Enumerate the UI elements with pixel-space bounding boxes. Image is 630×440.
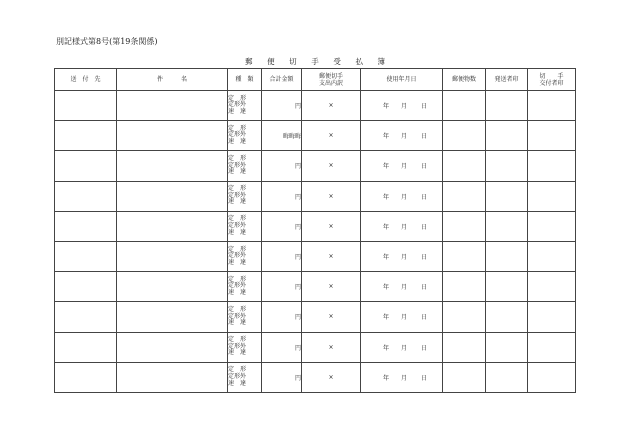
type-cell: [228, 91, 262, 121]
multiply-sign: ×: [328, 313, 334, 321]
type-option: 定形外: [228, 372, 247, 380]
multiply-sign: ×: [328, 102, 334, 110]
stamp-usage-cell[interactable]: [302, 272, 361, 302]
usage-date-cell[interactable]: [361, 151, 443, 181]
table-row: [55, 91, 576, 121]
year-label: 年: [383, 344, 390, 352]
issuer-seal-cell[interactable]: [528, 272, 576, 302]
mail-count-cell[interactable]: [443, 362, 486, 392]
type-option: 定 形: [228, 336, 247, 344]
total-amount-cell[interactable]: [262, 302, 302, 332]
type-cell: [228, 181, 262, 211]
sender-cell[interactable]: [55, 332, 117, 362]
mail-count-cell[interactable]: [443, 241, 486, 271]
usage-date-cell[interactable]: [361, 241, 443, 271]
day-label: 日: [421, 374, 428, 382]
sender-seal-cell[interactable]: [486, 241, 528, 271]
total-amount-cell[interactable]: [262, 272, 302, 302]
amount-unit: 円: [294, 103, 301, 111]
day-label: 日: [421, 314, 428, 322]
day-label: 日: [421, 163, 428, 171]
sender-cell[interactable]: [55, 241, 117, 271]
table-row: [55, 181, 576, 211]
amount-unit: 円: [294, 344, 301, 352]
type-option: 定 形: [228, 124, 247, 132]
type-cell: [228, 332, 262, 362]
type-option: 定 形: [228, 366, 247, 374]
usage-date-cell[interactable]: [361, 272, 443, 302]
year-label: 年: [383, 223, 390, 231]
type-cell: [228, 121, 262, 151]
issuer-seal-cell[interactable]: [528, 151, 576, 181]
issuer-seal-cell[interactable]: [528, 332, 576, 362]
day-label: 日: [421, 344, 428, 352]
subject-cell[interactable]: [117, 181, 228, 211]
sender-seal-cell[interactable]: [486, 121, 528, 151]
multiply-sign: ×: [328, 192, 334, 200]
type-option: 定 形: [228, 155, 247, 163]
day-label: 日: [421, 133, 428, 141]
form-number-label: 別記様式第8号(第19条関係): [56, 37, 158, 46]
table-row: [55, 332, 576, 362]
type-option: 定形外: [228, 252, 247, 260]
issuer-seal-cell[interactable]: [528, 241, 576, 271]
issuer-seal-cell[interactable]: [528, 211, 576, 241]
subject-cell[interactable]: [117, 121, 228, 151]
header-stamp-usage-line2: 支出内訳: [318, 79, 343, 87]
type-option: 定形外: [228, 342, 247, 350]
issuer-seal-cell[interactable]: [528, 181, 576, 211]
type-option: 速 達: [228, 349, 247, 357]
title-char: 払: [355, 57, 363, 66]
mail-count-cell[interactable]: [443, 302, 486, 332]
month-label: 月: [401, 254, 408, 262]
amount-unit: 円: [294, 223, 301, 231]
sender-cell[interactable]: [55, 151, 117, 181]
mail-count-cell[interactable]: [443, 91, 486, 121]
type-cell: [228, 211, 262, 241]
subject-cell[interactable]: [117, 91, 228, 121]
month-label: 月: [401, 374, 408, 382]
type-option: 速 達: [228, 228, 247, 236]
stamp-usage-cell[interactable]: [302, 91, 361, 121]
stamp-usage-cell[interactable]: [302, 332, 361, 362]
sender-seal-cell[interactable]: [486, 91, 528, 121]
issuer-seal-cell[interactable]: [528, 121, 576, 151]
type-option: 速 達: [228, 258, 247, 266]
header-usage-date: 使用年月日: [361, 69, 443, 91]
header-sender-seal: 発送者印: [486, 69, 528, 91]
usage-date-cell[interactable]: [361, 332, 443, 362]
type-option: 定 形: [228, 215, 247, 223]
type-option: 速 達: [228, 319, 247, 327]
total-amount-cell[interactable]: [262, 241, 302, 271]
year-label: 年: [383, 133, 390, 141]
subject-cell[interactable]: [117, 241, 228, 271]
type-cell: [228, 362, 262, 392]
type-option: 定 形: [228, 185, 247, 193]
usage-date-cell[interactable]: [361, 91, 443, 121]
type-option: 定形外: [228, 312, 247, 320]
total-amount-cell[interactable]: [262, 151, 302, 181]
sender-seal-cell[interactable]: [486, 181, 528, 211]
usage-date-cell[interactable]: [361, 302, 443, 332]
header-stamp-usage-line1: 郵便切手: [318, 72, 343, 80]
stamp-usage-cell[interactable]: [302, 121, 361, 151]
month-label: 月: [401, 223, 408, 231]
title-char: 手: [311, 57, 319, 66]
table-row: [55, 151, 576, 181]
subject-cell[interactable]: [117, 151, 228, 181]
type-cell: [228, 302, 262, 332]
sender-cell[interactable]: [55, 362, 117, 392]
amount-unit: 円: [294, 193, 301, 201]
type-option: 定形外: [228, 191, 247, 199]
type-option: 定 形: [228, 275, 247, 283]
multiply-sign: ×: [328, 222, 334, 230]
table-row: [55, 302, 576, 332]
sender-seal-cell[interactable]: [486, 302, 528, 332]
table-row: [55, 241, 576, 271]
stamp-usage-cell[interactable]: [302, 151, 361, 181]
type-option: 定 形: [228, 245, 247, 253]
table-row: [55, 272, 576, 302]
type-option: 定形外: [228, 161, 247, 169]
type-option: 定形外: [228, 222, 247, 230]
type-option: 速 達: [228, 198, 247, 206]
stamp-usage-cell[interactable]: [302, 362, 361, 392]
mail-count-cell[interactable]: [443, 151, 486, 181]
amount-unit: 円: [294, 284, 301, 292]
sender-seal-cell[interactable]: [486, 211, 528, 241]
month-label: 月: [401, 163, 408, 171]
amount-unit: 円: [294, 314, 301, 322]
type-option: 定形外: [228, 101, 247, 109]
table-row: [55, 211, 576, 241]
sender-cell[interactable]: [55, 211, 117, 241]
usage-date-cell[interactable]: [361, 211, 443, 241]
issuer-seal-cell[interactable]: [528, 302, 576, 332]
type-option: 速 達: [228, 168, 247, 176]
sender-seal-cell[interactable]: [486, 272, 528, 302]
total-amount-cell[interactable]: [262, 121, 302, 151]
stamp-usage-cell[interactable]: [302, 302, 361, 332]
usage-date-cell[interactable]: [361, 362, 443, 392]
subject-cell[interactable]: [117, 332, 228, 362]
year-label: 年: [383, 314, 390, 322]
stamp-usage-cell[interactable]: [302, 181, 361, 211]
title-char: 受: [333, 57, 341, 66]
month-label: 月: [401, 133, 408, 141]
table-row: [55, 362, 576, 392]
sender-cell[interactable]: [55, 181, 117, 211]
month-label: 月: [401, 284, 408, 292]
month-label: 月: [401, 193, 408, 201]
total-amount-cell[interactable]: [262, 91, 302, 121]
amount-unit: 晦晦晦: [282, 133, 301, 141]
day-label: 日: [421, 284, 428, 292]
year-label: 年: [383, 193, 390, 201]
type-option: 速 達: [228, 107, 247, 115]
subject-cell[interactable]: [117, 211, 228, 241]
sender-cell[interactable]: [55, 121, 117, 151]
month-label: 月: [401, 103, 408, 111]
amount-unit: 円: [294, 254, 301, 262]
title-char: 簿: [377, 57, 386, 66]
header-issuer-seal: [528, 69, 576, 91]
sender-seal-cell[interactable]: [486, 151, 528, 181]
total-amount-cell[interactable]: [262, 181, 302, 211]
title-char: 便: [267, 57, 275, 66]
multiply-sign: ×: [328, 343, 334, 351]
multiply-sign: ×: [328, 283, 334, 291]
subject-cell[interactable]: [117, 302, 228, 332]
sender-seal-cell[interactable]: [486, 362, 528, 392]
title-char: 切: [289, 57, 297, 66]
total-amount-cell[interactable]: [262, 362, 302, 392]
subject-cell[interactable]: [117, 272, 228, 302]
header-sender: 送 付 先: [55, 69, 117, 91]
sender-cell[interactable]: [55, 91, 117, 121]
multiply-sign: ×: [328, 373, 334, 381]
day-label: 日: [421, 254, 428, 262]
header-issuer-line2: 交付者印: [539, 79, 564, 87]
header-row: [55, 69, 576, 91]
mail-count-cell[interactable]: [443, 181, 486, 211]
month-label: 月: [401, 314, 408, 322]
mail-count-cell[interactable]: [443, 121, 486, 151]
table-row: [55, 121, 576, 151]
header-subject: 件 名: [117, 69, 228, 91]
type-option: 定形外: [228, 131, 247, 139]
issuer-seal-cell[interactable]: [528, 91, 576, 121]
multiply-sign: ×: [328, 253, 334, 261]
sender-cell[interactable]: [55, 272, 117, 302]
type-option: 定形外: [228, 282, 247, 290]
issuer-seal-cell[interactable]: [528, 362, 576, 392]
year-label: 年: [383, 284, 390, 292]
sender-cell[interactable]: [55, 302, 117, 332]
amount-unit: 円: [294, 374, 301, 382]
header-total-amount: 合計金額: [262, 69, 302, 91]
mail-count-cell[interactable]: [443, 272, 486, 302]
multiply-sign: ×: [328, 132, 334, 140]
page-title: [0, 56, 630, 67]
total-amount-cell[interactable]: [262, 211, 302, 241]
stamp-usage-cell[interactable]: [302, 211, 361, 241]
mail-count-cell[interactable]: [443, 211, 486, 241]
header-mail-count: 郵便物数: [443, 69, 486, 91]
header-stamp-usage: [302, 69, 361, 91]
total-amount-cell[interactable]: [262, 332, 302, 362]
header-type: 種 類: [228, 69, 262, 91]
type-option: 速 達: [228, 138, 247, 146]
subject-cell[interactable]: [117, 362, 228, 392]
type-cell: [228, 272, 262, 302]
type-option: 定 形: [228, 94, 247, 102]
sender-seal-cell[interactable]: [486, 332, 528, 362]
title-char: 郵: [244, 57, 253, 66]
amount-unit: 円: [294, 163, 301, 171]
usage-date-cell[interactable]: [361, 121, 443, 151]
year-label: 年: [383, 374, 390, 382]
year-label: 年: [383, 163, 390, 171]
day-label: 日: [421, 103, 428, 111]
multiply-sign: ×: [328, 162, 334, 170]
stamp-usage-cell[interactable]: [302, 241, 361, 271]
usage-date-cell[interactable]: [361, 181, 443, 211]
type-cell: [228, 151, 262, 181]
day-label: 日: [421, 193, 428, 201]
type-option: 定 形: [228, 306, 247, 314]
mail-count-cell[interactable]: [443, 332, 486, 362]
type-cell: [228, 241, 262, 271]
type-option: 速 達: [228, 289, 247, 297]
month-label: 月: [401, 344, 408, 352]
postage-stamp-ledger: [54, 68, 576, 393]
year-label: 年: [383, 103, 390, 111]
year-label: 年: [383, 254, 390, 262]
type-option: 速 達: [228, 379, 247, 387]
header-issuer-line1: 切 手: [539, 72, 564, 80]
day-label: 日: [421, 223, 428, 231]
